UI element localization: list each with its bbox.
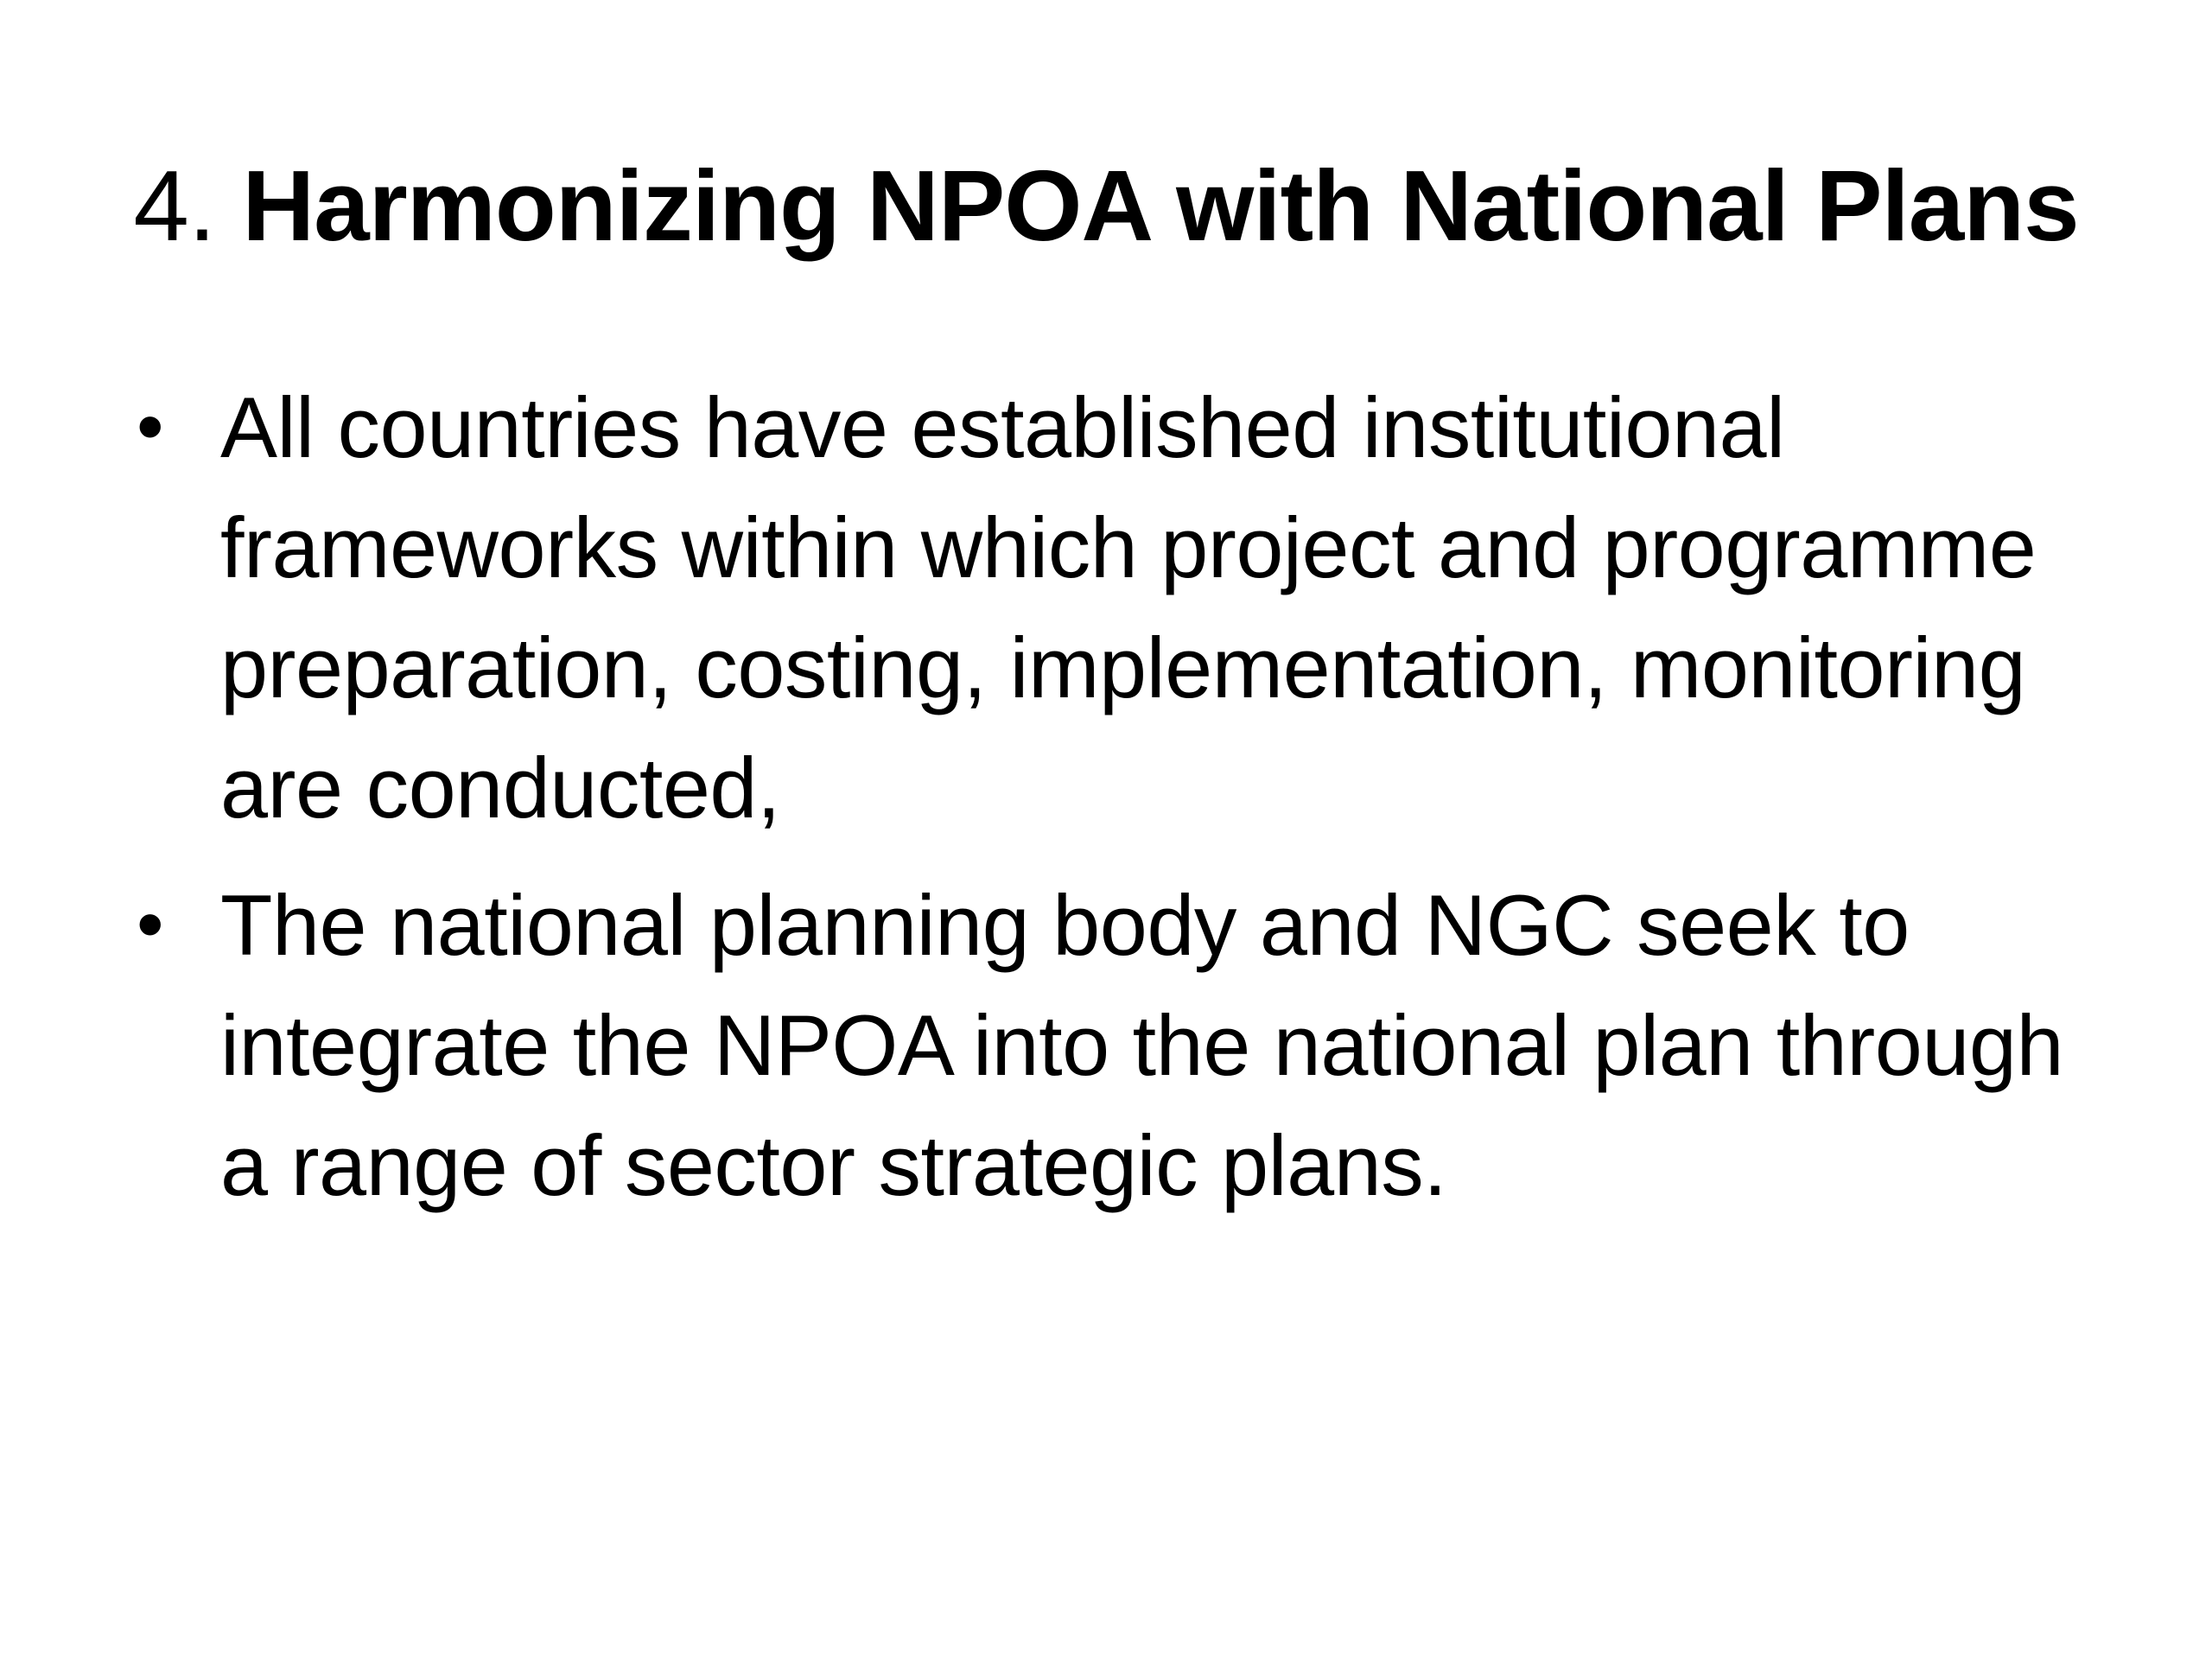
title-number: 4. (133, 149, 216, 262)
slide-title (0, 145, 2212, 266)
bullet-item-institutional-frameworks (130, 367, 2117, 848)
bullet-text: The national planning body and NGC seek to integrate the NPOA into the national plan through a range of sector strategic plans. (220, 877, 2064, 1213)
bullet-text: All countries have established institutional frameworks within which project and programme preparation, costing, implementation, monitoring are conducted, (220, 379, 2037, 836)
bullet-dot-icon: • (137, 384, 164, 470)
title-text: Harmonizing NPOA with National Plans (242, 149, 2079, 262)
bullet-item-national-planning (130, 865, 2117, 1225)
bullet-list (130, 367, 2117, 1243)
bullet-dot-icon: • (137, 881, 164, 968)
